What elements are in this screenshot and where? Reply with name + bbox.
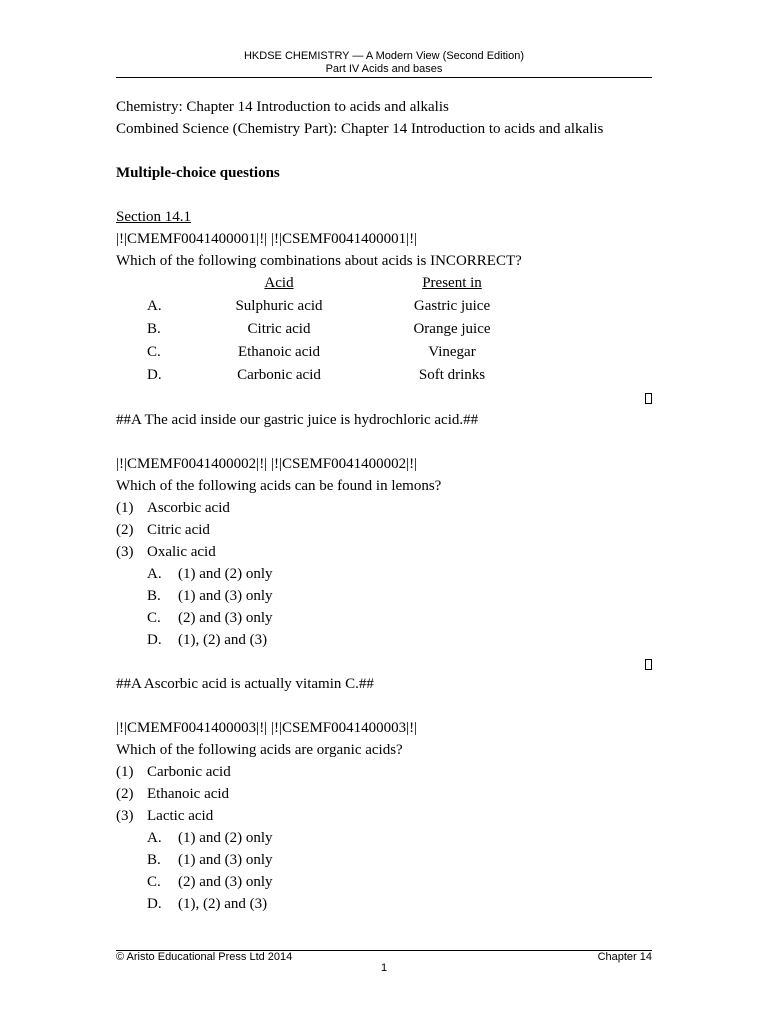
- list-item: [116, 541, 652, 563]
- option-item: [116, 827, 652, 849]
- option-text: (1) and (3) only: [178, 588, 273, 604]
- item-number: (3): [116, 808, 134, 824]
- option-letter: A.: [147, 298, 162, 314]
- present-cell: Orange juice: [413, 321, 491, 337]
- q2-id: |!|CMEMF0041400002|!| |!|CSEMF0041400002|!|: [116, 456, 418, 472]
- answer-box-icon: [645, 393, 652, 404]
- item-number: (1): [116, 500, 134, 516]
- acid-cell: Sulphuric acid: [235, 298, 323, 314]
- page-header: [116, 50, 652, 76]
- q2-answer: ##A Ascorbic acid is actually vitamin C.##: [116, 676, 374, 692]
- acid-cell: Carbonic acid: [237, 367, 321, 383]
- option-letter: C.: [147, 874, 161, 890]
- q1-answer: ##A The acid inside our gastric juice is hydrochloric acid.##: [116, 412, 479, 428]
- q3-stem: Which of the following acids are organic acids?: [116, 742, 403, 758]
- page-body: [116, 96, 652, 915]
- table-row: [116, 318, 652, 341]
- option-text: (1), (2) and (3): [178, 896, 268, 912]
- option-letter: B.: [147, 321, 161, 337]
- option-letter: C.: [147, 344, 161, 360]
- option-item: [116, 849, 652, 871]
- item-text: Oxalic acid: [147, 544, 216, 560]
- option-item: [116, 629, 652, 651]
- header-rule: [116, 77, 652, 78]
- table-row: [116, 295, 652, 318]
- list-item: [116, 761, 652, 783]
- q2-stem: Which of the following acids can be found in lemons?: [116, 478, 442, 494]
- option-item: [116, 585, 652, 607]
- section-heading: Multiple-choice questions: [116, 165, 280, 181]
- option-letter: B.: [147, 852, 161, 868]
- present-cell: Vinegar: [428, 344, 476, 360]
- item-text: Lactic acid: [147, 808, 214, 824]
- page-number: 1: [380, 962, 388, 974]
- item-number: (1): [116, 764, 134, 780]
- item-text: Ascorbic acid: [147, 500, 230, 516]
- option-text: (1) and (2) only: [178, 830, 273, 846]
- option-item: [116, 607, 652, 629]
- item-text: Citric acid: [147, 522, 210, 538]
- option-letter: C.: [147, 610, 161, 626]
- item-text: Carbonic acid: [147, 764, 231, 780]
- q1-col-present: Present in: [422, 275, 482, 291]
- footer-chapter: Chapter 14: [597, 951, 652, 963]
- section-label: Section 14.1: [116, 209, 191, 225]
- item-number: (3): [116, 544, 134, 560]
- list-item: [116, 497, 652, 519]
- option-letter: D.: [147, 632, 162, 648]
- q1-id: |!|CMEMF0041400001|!| |!|CSEMF0041400001|!|: [116, 231, 418, 247]
- q1-table-header: [116, 272, 652, 295]
- option-text: (2) and (3) only: [178, 610, 273, 626]
- footer-copyright: © Aristo Educational Press Ltd 2014: [116, 951, 293, 963]
- table-row: [116, 341, 652, 364]
- option-item: [116, 563, 652, 585]
- intro-combined-science: Combined Science (Chemistry Part): Chapter 14 Introduction to acids and alkalis: [116, 121, 604, 137]
- option-item: [116, 893, 652, 915]
- option-letter: D.: [147, 367, 162, 383]
- header-title: HKDSE CHEMISTRY — A Modern View (Second Edition): [243, 50, 524, 62]
- option-text: (2) and (3) only: [178, 874, 273, 890]
- intro-chemistry: Chemistry: Chapter 14 Introduction to acids and alkalis: [116, 99, 449, 115]
- q1-stem: Which of the following combinations about acids is INCORRECT?: [116, 253, 522, 269]
- item-text: Ethanoic acid: [147, 786, 230, 802]
- acid-cell: Ethanoic acid: [237, 344, 321, 360]
- header-subtitle: Part IV Acids and bases: [325, 63, 443, 75]
- answer-box-icon: [645, 659, 652, 670]
- option-text: (1) and (3) only: [178, 852, 273, 868]
- option-text: (1) and (2) only: [178, 566, 273, 582]
- option-text: (1), (2) and (3): [178, 632, 268, 648]
- acid-cell: Citric acid: [247, 321, 311, 337]
- table-row: [116, 364, 652, 387]
- option-letter: A.: [147, 830, 162, 846]
- q3-id: |!|CMEMF0041400003|!| |!|CSEMF0041400003|!|: [116, 720, 418, 736]
- list-item: [116, 805, 652, 827]
- present-cell: Gastric juice: [413, 298, 491, 314]
- item-number: (2): [116, 522, 134, 538]
- option-item: [116, 871, 652, 893]
- item-number: (2): [116, 786, 134, 802]
- list-item: [116, 783, 652, 805]
- list-item: [116, 519, 652, 541]
- q1-col-acid: Acid: [264, 275, 294, 291]
- present-cell: Soft drinks: [418, 367, 486, 383]
- option-letter: A.: [147, 566, 162, 582]
- option-letter: D.: [147, 896, 162, 912]
- option-letter: B.: [147, 588, 161, 604]
